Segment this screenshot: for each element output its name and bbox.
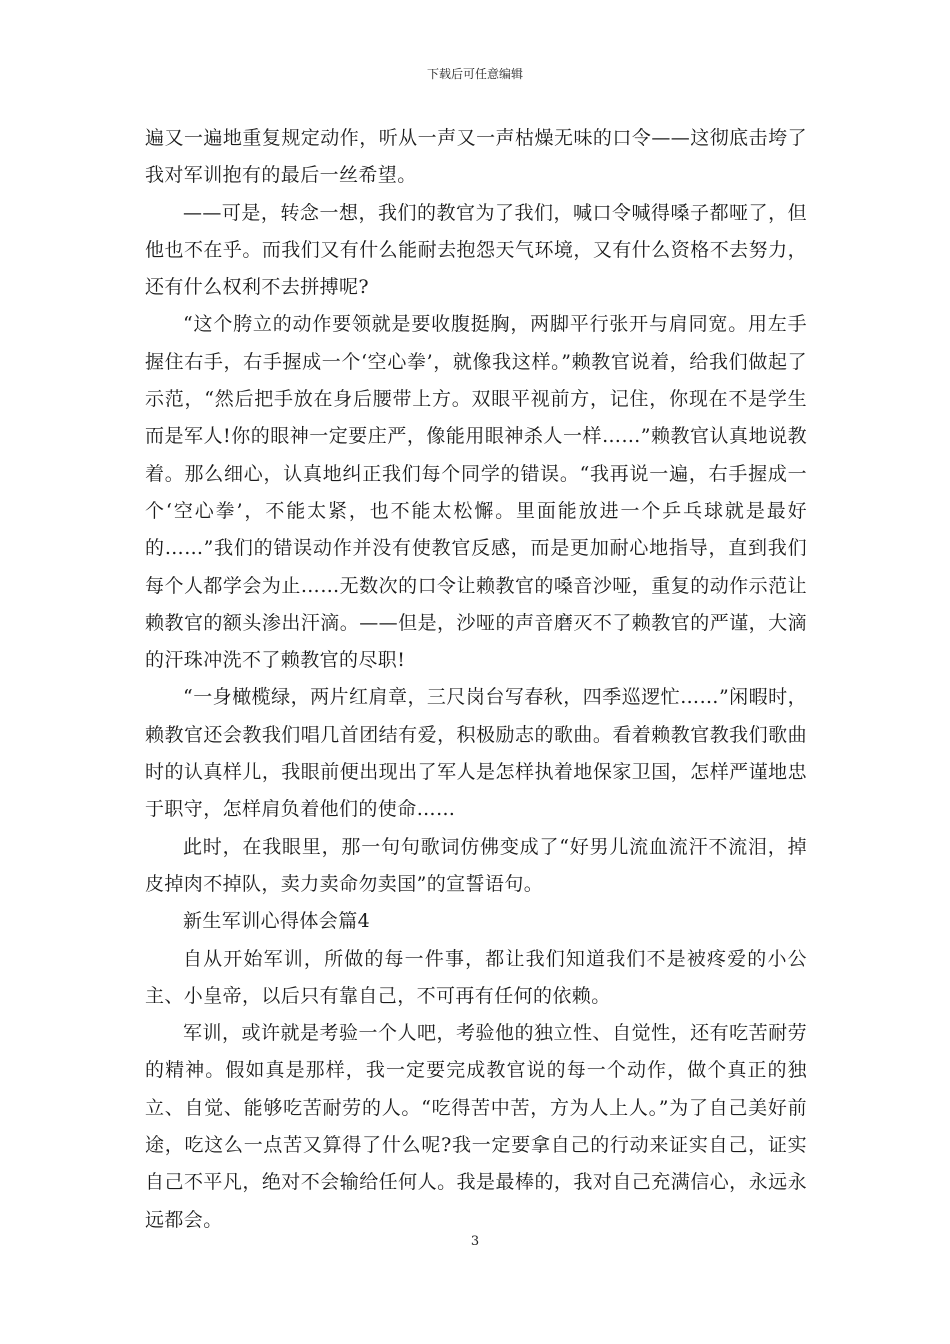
body-paragraph: “这个胯立的动作要领就是要收腹挺胸，两脚平行张开与肩同宽。用左手握住右手，右手握成一个‘空心拳’，就像我这样。”赖教官说着，给我们做起了示范，“然后把手放在身后腰带上方。双眼平视前方，记住，你现在不是学生而是军人!你的眼神一定要庄严，像能用眼神杀人一样……”赖教官认真地说教着。那么细心，认真地纠正我们每个同学的错误。“我再说一遍，右手握成一个‘空心拳’，不能太紧，也不能太松懈。里面能放进一个乒乓球就是最好的……”我们的错误动作并没有使教官反感，而是更加耐心地指导，直到我们每个人都学会为止……无数次的口令让赖教官的嗓音沙哑，重复的动作示范让赖教官的额头渗出汗滴。——但是，沙哑的声音磨灭不了赖教官的严谨，大滴的汗珠冲洗不了赖教官的尽职! [145,313,807,672]
body-paragraph: 此时，在我眼里，那一句句歌词仿佛变成了“好男儿流血流汗不流泪，掉皮掉肉不掉队，卖力卖命勿卖国”的宣誓语句。 [145,835,807,895]
body-paragraph: “一身橄榄绿，两片红肩章，三尺岗台写春秋，四季巡逻忙……”闲暇时，赖教官还会教我们唱几首团结有爱，积极励志的歌曲。看着赖教官教我们歌曲时的认真样儿，我眼前便出现出了军人是怎样执着地保家卫国，怎样严谨地忠于职守，怎样肩负着他们的使命…… [145,686,807,821]
document-body [145,120,807,1239]
page-header: 下载后可任意编辑 [426,67,523,81]
section-heading: 新生军训心得体会篇4 [183,910,371,933]
body-paragraph: ——可是，转念一想，我们的教官为了我们，喊口令喊得嗓子都哑了，但他也不在乎。而我们又有什么能耐去抱怨天气环境，又有什么资格不去努力，还有什么权利不去拼搏呢? [145,201,807,299]
body-paragraph: 自从开始军训，所做的每一件事，都让我们知道我们不是被疼爱的小公主、小皇帝，以后只有靠自己，不可再有任何的依赖。 [145,947,807,1007]
body-paragraph: 军训，或许就是考验一个人吧，考验他的独立性、自觉性，还有吃苦耐劳的精神。假如真是那样，我一定要完成教官说的每一个动作，做个真正的独立、自觉、能够吃苦耐劳的人。“吃得苦中苦，方为人上人。”为了自己美好前途，吃这么一点苦又算得了什么呢?我一定要拿自己的行动来证实自己，证实自己不平凡，绝对不会输给任何人。我是最棒的，我对自己充满信心，永远永远都会。 [145,1022,807,1231]
body-paragraph-continued: 遍又一遍地重复规定动作，听从一声又一声枯燥无味的口令——这彻底击垮了我对军训抱有的最后一丝希望。 [145,127,807,187]
page-number: 3 [470,1234,480,1249]
